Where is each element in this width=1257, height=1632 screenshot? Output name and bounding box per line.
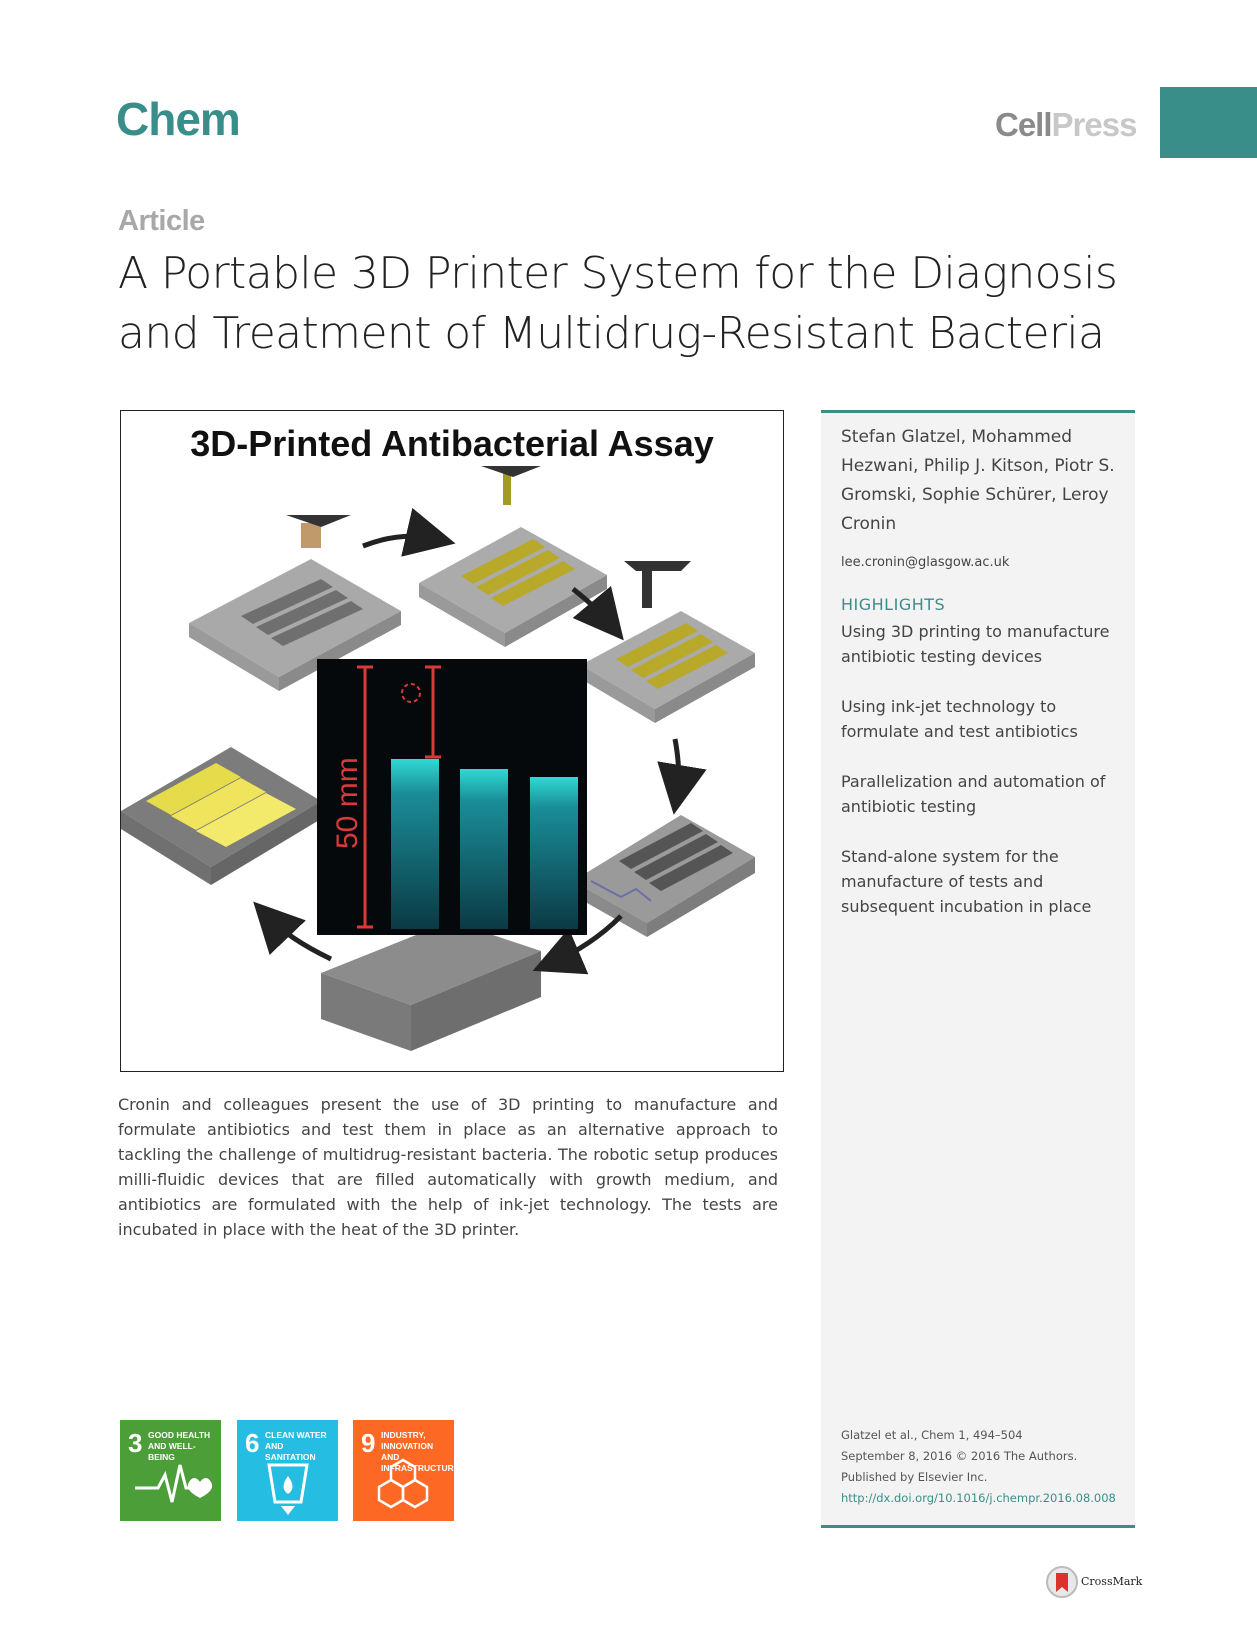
corresponding-email[interactable]: lee.cronin@glasgow.ac.uk (841, 555, 1010, 570)
crossmark-icon (1045, 1565, 1079, 1599)
article-type-label: Article (118, 205, 205, 237)
citation-line: Published by Elsevier Inc. (841, 1470, 988, 1484)
sdg-badge-3 (120, 1420, 221, 1521)
sdg-number: 3 (128, 1428, 143, 1458)
doi-link[interactable]: http://dx.doi.org/10.1016/j.chempr.2016.08.008 (841, 1491, 1116, 1505)
crossmark-badge[interactable] (1045, 1565, 1165, 1601)
citation-line: September 8, 2016 © 2016 The Authors. (841, 1449, 1078, 1463)
highlights-heading: HIGHLIGHTS (841, 595, 946, 614)
citation-line: Glatzel et al., Chem 1, 494–504 (841, 1428, 1023, 1442)
crossmark-label: CrossMark (1081, 1575, 1143, 1588)
incubator-block (321, 921, 541, 1051)
sdg-label: INDUSTRY, INNOVATION AND INFRASTRUCTURE (381, 1430, 460, 1473)
sdg-label: GOOD HEALTH AND WELL-BEING (148, 1430, 211, 1462)
printed-device-2 (419, 466, 607, 647)
author-list: Stefan Glatzel, Mohammed Hezwani, Philip J. Kitson, Piotr S. Gromski, Sophie Schürer, Leroy Cronin (841, 427, 1115, 534)
graphical-abstract-illustration (121, 411, 783, 1071)
cubes-icon (353, 1420, 460, 1521)
highlight-item: Parallelization and automation of antibiotic testing (841, 772, 1106, 816)
publisher-logo (995, 106, 1136, 144)
scale-bar-label: 50 mm (331, 757, 364, 849)
publisher-logo-part1: Cell (995, 106, 1052, 143)
summary-paragraph: Cronin and colleagues present the use of 3D printing to manufacture and formulate antibiotics and test them in place as an alternative approach to tackling the challenge of multidrug-resistant bacteria. The robotic setup produces milli-fluidic devices that are filled automatically with growth medium, and antibiotics are formulated with the help of ink-jet technology. The tests are incubated in place with the heat of the 3D printer. (118, 1095, 778, 1239)
water-drop-icon (237, 1420, 338, 1521)
journal-logo: Chem (116, 93, 240, 145)
sdg-number: 6 (245, 1428, 260, 1458)
printed-device-3 (581, 561, 755, 723)
info-sidebar (821, 410, 1135, 1528)
highlight-item: Using 3D printing to manufacture antibiotic testing devices (841, 622, 1110, 666)
heartbeat-icon (120, 1420, 221, 1521)
sdg-badge-6 (237, 1420, 338, 1521)
sdg-label: CLEAN WATER AND SANITATION (265, 1430, 327, 1462)
printed-device-6 (121, 747, 321, 885)
printed-device-4 (573, 815, 755, 937)
sdg-badge-9 (353, 1420, 460, 1521)
highlights-list (841, 619, 1126, 944)
publisher-logo-part2: Press (1051, 106, 1137, 143)
article-title: A Portable 3D Printer System for the Diagnosis and Treatment of Multidrug-Resistant Bacteria (118, 248, 1118, 359)
sdg-number: 9 (361, 1428, 376, 1458)
citation-block (841, 1425, 1131, 1509)
graphical-abstract (120, 410, 784, 1072)
highlight-item: Using ink-jet technology to formulate and test antibiotics (841, 697, 1078, 741)
highlight-item: Stand-alone system for the manufacture of tests and subsequent incubation in place (841, 847, 1092, 916)
header-accent-tab (1160, 87, 1257, 158)
figure-title: 3D-Printed Antibacterial Assay (190, 423, 714, 464)
